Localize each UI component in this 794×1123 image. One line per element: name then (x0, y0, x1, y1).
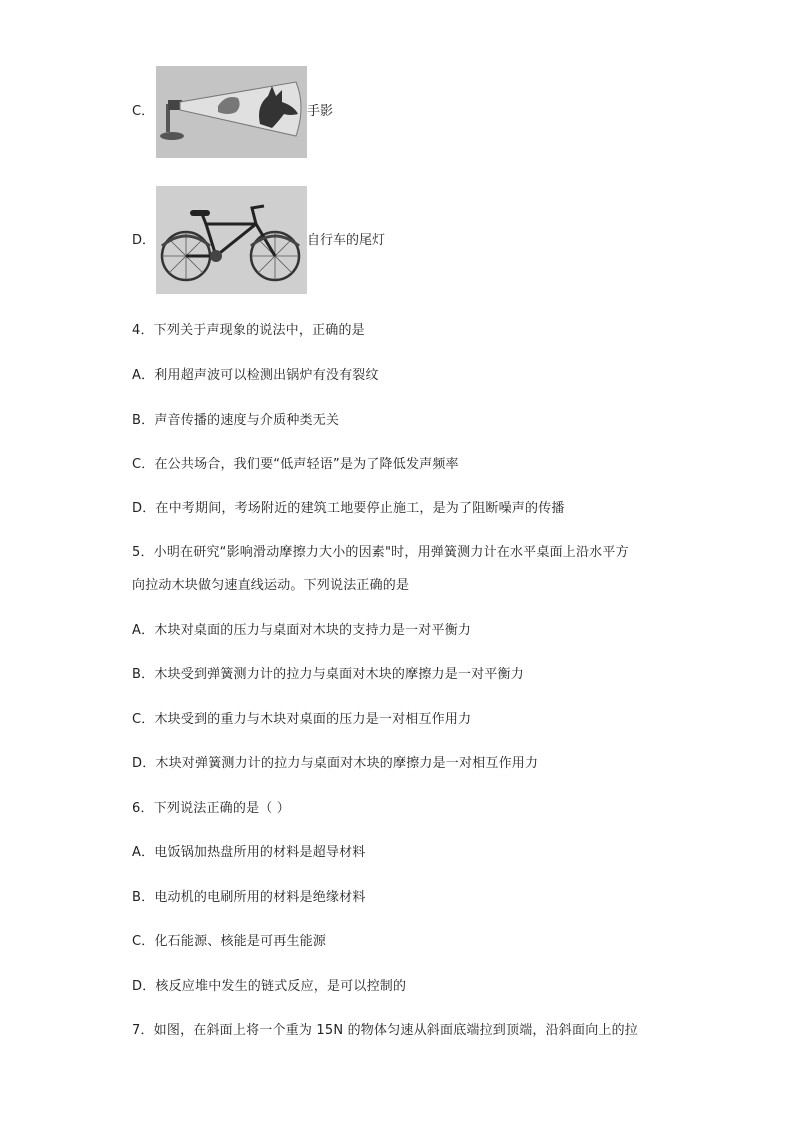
q6-option-a: A．电饭锅加热盘所用的材料是超导材料 (132, 845, 366, 860)
bicycle-icon (156, 186, 307, 294)
q4-stem: 4．下列关于声现象的说法中，正确的是 (132, 323, 365, 338)
q5-option-b: B．木块受到弹簧测力计的拉力与桌面对木块的摩擦力是一对平衡力 (132, 667, 524, 682)
hand-shadow-picture (156, 66, 307, 158)
q5-stem-line2: 向拉动木块做匀速直线运动。下列说法正确的是 (132, 578, 410, 593)
q4-option-d: D．在中考期间，考场附近的建筑工地要停止施工，是为了阻断噪声的传播 (132, 501, 565, 516)
option-d-caption: 自行车的尾灯 (307, 233, 386, 248)
hand-shadow-icon (156, 66, 307, 158)
q4-option-c: C．在公共场合，我们要“低声轻语”是为了降低发声频率 (132, 457, 459, 472)
bicycle-picture (156, 186, 307, 294)
q5-option-a: A．木块对桌面的压力与桌面对木块的支持力是一对平衡力 (132, 623, 472, 638)
q7-stem-line1: 7．如图，在斜面上将一个重为 15N 的物体匀速从斜面底端拉到顶端，沿斜面向上的拉 (132, 1023, 639, 1038)
q5-option-d: D．木块对弹簧测力计的拉力与桌面对木块的摩擦力是一对相互作用力 (132, 756, 539, 771)
q6-option-d: D．核反应堆中发生的链式反应，是可以控制的 (132, 979, 407, 994)
option-c-caption: 手影 (307, 104, 334, 119)
option-d-label: D． (132, 233, 156, 248)
q5-option-c: C．木块受到的重力与木块对桌面的压力是一对相互作用力 (132, 712, 472, 727)
q6-option-c: C．化石能源、核能是可再生能源 (132, 934, 327, 949)
option-c-label: C． (132, 104, 155, 119)
q6-stem: 6．下列说法正确的是（ ） (132, 801, 291, 816)
q4-option-b: B．声音传播的速度与介质种类无关 (132, 413, 340, 428)
q6-option-b: B．电动机的电刷所用的材料是绝缘材料 (132, 890, 366, 905)
q4-option-a: A．利用超声波可以检测出锅炉有没有裂纹 (132, 368, 379, 383)
q5-stem-line1: 5．小明在研究“影响滑动摩擦力大小的因素"时，用弹簧测力计在水平桌面上沿水平方 (132, 545, 629, 560)
